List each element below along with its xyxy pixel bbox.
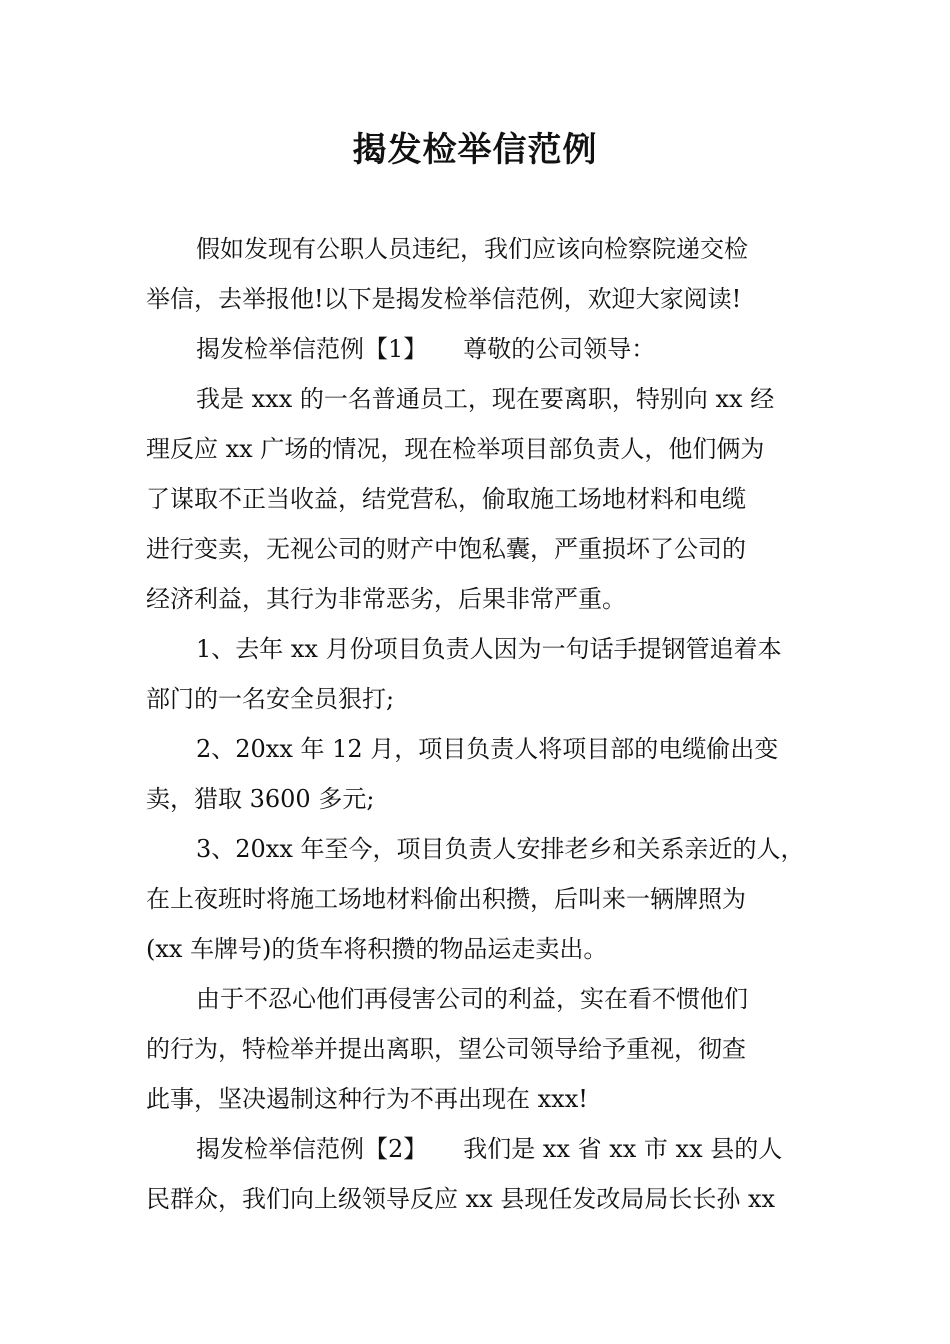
- body-line-8: 经济利益，其行为非常恶劣，后果非常严重。: [146, 585, 626, 613]
- body-line-7: 进行变卖，无视公司的财产中饱私囊，严重损坏了公司的: [146, 535, 746, 563]
- body-line-2: 举信，去举报他!以下是揭发检举信范例，欢迎大家阅读!: [146, 285, 742, 313]
- body-line-20: 民群众，我们向上级领导反应 xx 县现任发改局局长长孙 xx: [146, 1185, 776, 1213]
- body-line-4: 我是 xxx 的一名普通员工，现在要离职，特别向 xx 经: [196, 385, 775, 413]
- body-line-13: 3、20xx 年至今，项目负责人安排老乡和关系亲近的人，: [196, 835, 805, 863]
- body-line-5: 理反应 xx 广场的情况，现在检举项目部负责人，他们俩为: [146, 435, 765, 463]
- document-title: 揭发检举信范例: [352, 130, 598, 170]
- body-line-18: 此事，坚决遏制这种行为不再出现在 xxx!: [146, 1085, 588, 1113]
- body-line-1: 假如发现有公职人员违纪，我们应该向检察院递交检: [196, 235, 748, 263]
- body-line-12: 卖，猎取 3600 多元;: [146, 785, 375, 813]
- document-body: [146, 224, 826, 1224]
- body-line-11: 2、20xx 年 12 月，项目负责人将项目部的电缆偷出变: [196, 735, 779, 763]
- body-line-6: 了谋取不正当收益，结党营私，偷取施工场地材料和电缆: [146, 485, 746, 513]
- body-line-9: 1、去年 xx 月份项目负责人因为一句话手提钢管追着本: [196, 635, 782, 663]
- body-line-16: 由于不忍心他们再侵害公司的利益，实在看不惯他们: [196, 985, 748, 1013]
- body-line-10: 部门的一名安全员狠打;: [146, 685, 395, 713]
- body-line-19: 揭发检举信范例【2】 我们是 xx 省 xx 市 xx 县的人: [196, 1135, 783, 1163]
- body-line-3: 揭发检举信范例【1】 尊敬的公司领导：: [196, 335, 656, 363]
- body-line-15: (xx 车牌号)的货车将积攒的物品运走卖出。: [146, 935, 608, 963]
- body-line-17: 的行为，特检举并提出离职，望公司领导给予重视，彻查: [146, 1035, 746, 1063]
- body-line-14: 在上夜班时将施工场地材料偷出积攒，后叫来一辆牌照为: [146, 885, 746, 913]
